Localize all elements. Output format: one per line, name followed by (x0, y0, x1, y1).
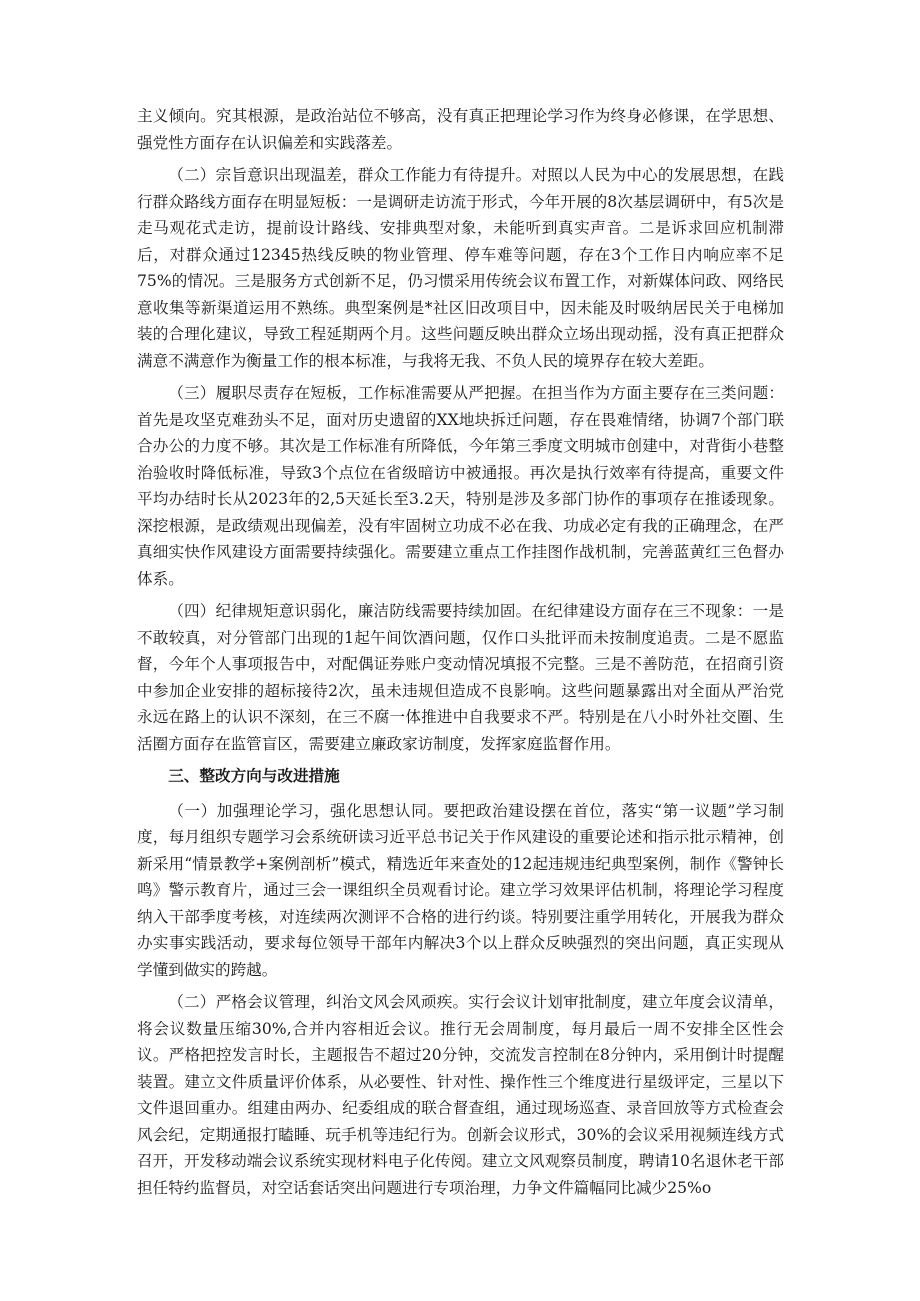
paragraph-meeting-management: （二）严格会议管理，纠治文风会风顽疾。实行会议计划审批制度，建立年度会议清单，将会议数量压缩30%,合并内容相近会议。推行无会周制度，每月最后一周不安排全区性会议。严格把控发言时长，主题报告不超过20分钟，交流发言控制在8分钟内，采用倒计时提醒装置。建立文件质量评价体系，从必要性、针对性、操作性三个维度进行星级评定，三星以下文件退回重办。组建由两办、纪委组成的联合督查组，通过现场巡查、录音回放等方式检查会风会纪，定期通报打瞌睡、玩手机等违纪行为。创新会议形式，30%的会议采用视频连线方式召开，开发移动端会议系统实现材料电子化传阅。建立文风观察员制度，聘请10名退休老干部担任特约监督员，对空话套话突出问题进行专项治理，力争文件篇幅同比减少25%o (137, 993, 784, 1197)
section-heading: 三、整改方向与改进措施 (168, 767, 340, 785)
paragraph-duty-performance: （三）履职尽责存在短板，工作标准需要从严把握。在担当作为方面主要存在三类问题：首先是攻坚克难劲头不足，面对历史遗留的XX地块拆迁问题，存在畏难情绪，协调7个部门联合办公的力度不够。其次是工作标准有所降低，今年第三季度文明城市创建中，对背街小巷整治验收时降低标准，导致3个点位在省级暗访中被通报。再次是执行效率有待提高，重要文件平均办结时长从2023年的2,5天延长至3.2天，特别是涉及多部门协作的事项存在推诿现象。深挖根源，是政绩观出现偏差，没有牢固树立功成不必在我、功成必定有我的正确理念，在严真细实快作风建设方面需要持续强化。需要建立重点工作挂图作战机制，完善蓝黄红三色督办体系。 (137, 384, 784, 588)
document-page (137, 103, 784, 1207)
paragraph-discipline-awareness: （四）纪律规矩意识弱化，廉洁防线需要持续加固。在纪律建设方面存在三不现象：一是不敢较真，对分管部门出现的1起午间饮酒问题，仅作口头批评而未按制度追责。二是不愿监督，今年个人事项报告中，对配偶证券账户变动情况填报不完整。三是不善防范，在招商引资中参加企业安排的超标接待2次，虽未违规但造成不良影响。这些问题暴露出对全面从严治党永远在路上的认识不深刻，在三不腐一体推进中自我要求不严。特别是在八小时外社交圈、生活圈方面存在监管盲区，需要建立廉政家访制度，发挥家庭监督作用。 (137, 602, 784, 753)
paragraph-theory-study: （一）加强理论学习，强化思想认同。要把政治建设摆在首位，落实“第一议题”学习制度，每月组织专题学习会系统研读习近平总书记关于作风建设的重要论述和指示批示精神，创新采用“情景教学+案例剖析”模式，精选近年来查处的12起违规违纪典型案例，制作《警钟长鸣》警示教育片，通过三会一课组织全员观看讨论。建立学习效果评估机制，将理论学习程度纳入干部季度考核，对连续两次测评不合格的进行约谈。特别要注重学用转化，开展我为群众办实事实践活动，要求每位领导干部年内解决3个以上群众反映强烈的突出问题，真正实现从学懂到做实的跨越。 (137, 801, 784, 979)
paragraph-continuation: 主义倾向。究其根源，是政治站位不够高，没有真正把理论学习作为终身必修课，在学思想、强党性方面存在认识偏差和实践落差。 (137, 107, 784, 152)
paragraph-purpose-awareness: （二）宗旨意识出现温差，群众工作能力有待提升。对照以人民为中心的发展思想，在践行群众路线方面存在明显短板：一是调研走访流于形式，今年开展的8次基层调研中，有5次是走马观花式走访，提前设计路线、安排典型对象，未能听到真实声音。二是诉求回应机制滞后，对群众通过12345热线反映的物业管理、停车难等问题，存在3个工作日内响应率不足75%的情况。三是服务方式创新不足，仍习惯采用传统会议布置工作，对新媒体问政、网络民意收集等新渠道运用不熟练。典型案例是*社区旧改项目中，因未能及时吸纳居民关于电梯加装的合理化建议，导致工程延期两个月。这些问题反映出群众立场出现动摇，没有真正把群众满意不满意作为衡量工作的根本标准，与我将无我、不负人民的境界存在较大差距。 (137, 166, 784, 370)
